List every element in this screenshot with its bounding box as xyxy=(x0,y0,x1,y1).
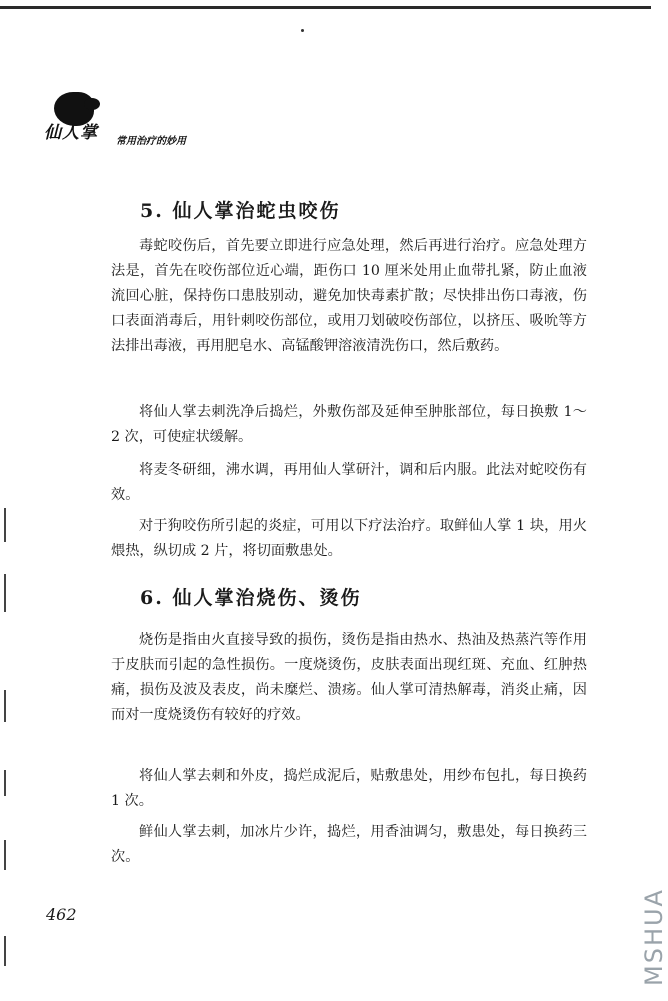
margin-scan-mark xyxy=(4,508,6,542)
page-number: 462 xyxy=(46,905,77,924)
paragraph: 将仙人掌去刺和外皮，捣烂成泥后，贴敷患处，用纱布包扎，每日换药 1 次。 xyxy=(111,768,587,809)
logo-title: 仙人掌 xyxy=(44,123,98,143)
margin-scan-mark xyxy=(4,936,6,966)
paragraph: 鲜仙人掌去刺，加冰片少许，捣烂，用香油调匀，敷患处，每日换药三次。 xyxy=(111,824,587,865)
section-heading-snake-bite: 5. 仙人掌治蛇虫咬伤 xyxy=(140,200,341,222)
logo-silhouette-detail-icon xyxy=(84,98,100,110)
paragraph: 烧伤是指由火直接导致的损伤，烫伤是指由热水、热油及热蒸汽等作用于皮肤而引起的急性损伤。一度烧烫伤，皮肤表面出现红斑、充血、红肿热痛，损伤及波及表皮，尚未糜烂、溃疡。仙人掌可清热解毒，消炎止痛，因而对一度烧烫伤有较好的疗效。 xyxy=(111,632,587,723)
logo-subtitle: 常用治疗的妙用 xyxy=(116,136,186,147)
section-heading-burns: 6. 仙人掌治烧伤、烫伤 xyxy=(140,587,362,609)
margin-scan-mark xyxy=(4,690,6,722)
margin-scan-mark xyxy=(4,840,6,870)
margin-scan-mark xyxy=(4,574,6,612)
paragraph: 对于狗咬伤所引起的炎症，可用以下疗法治疗。取鲜仙人掌 1 块，用火煨热，纵切成 2 片，将切面敷患处。 xyxy=(111,518,587,559)
paragraph: 将麦冬研细，沸水调，再用仙人掌研汁，调和后内服。此法对蛇咬伤有效。 xyxy=(111,462,587,503)
top-border-rule xyxy=(0,6,651,9)
scan-speck xyxy=(301,29,304,32)
margin-scan-mark xyxy=(4,770,6,796)
book-header-logo xyxy=(44,92,214,156)
watermark: MSHUA xyxy=(640,888,668,986)
paragraph: 将仙人掌去刺洗净后捣烂，外敷伤部及延伸至肿胀部位，每日换敷 1～2 次，可使症状缓解。 xyxy=(111,404,587,445)
paragraph: 毒蛇咬伤后，首先要立即进行应急处理，然后再进行治疗。应急处理方法是，首先在咬伤部位近心端，距伤口 10 厘米处用止血带扎紧，防止血液流回心脏，保持伤口患肢别动，避免加快毒素扩散；尽快排出伤口毒液，伤口表面消毒后，用针刺咬伤部位，或用刀划破咬伤部位，以挤压、吸吮等方法排出毒液，再用肥皂水、高锰酸钾溶液清洗伤口，然后敷药。 xyxy=(111,238,587,354)
